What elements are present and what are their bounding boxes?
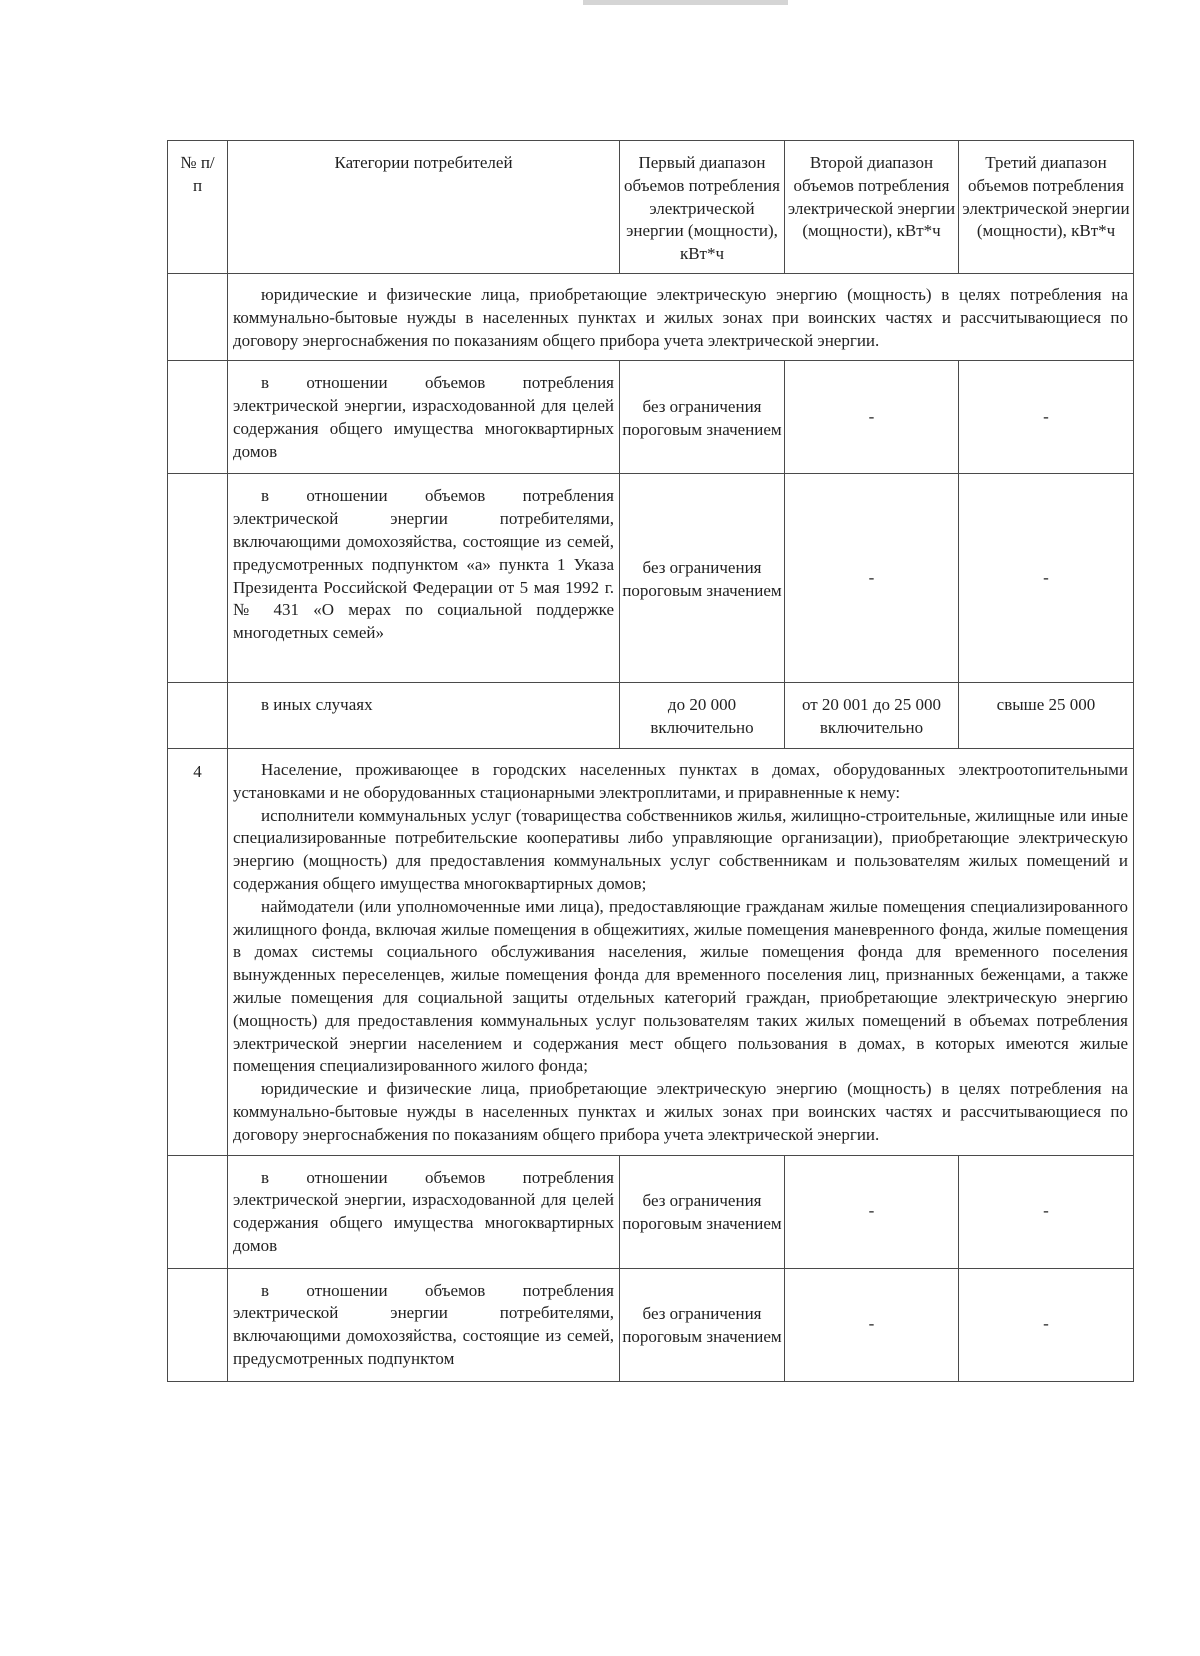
row-category: в отношении объемов потребления электрической энергии, израсходованной для целей содержания общего имущества многоквартирных домов <box>228 361 620 474</box>
table-row <box>168 361 1134 474</box>
row-range1: без ограничения пороговым значением <box>620 361 785 474</box>
table-row <box>168 1268 1134 1381</box>
header-row <box>168 141 1134 274</box>
empty-num-cell <box>168 1155 228 1268</box>
section-top-text: юридические и физические лица, приобретающие электрическую энергию (мощность) в целях потребления на коммунально-бытовые нужды в населенных пунктах и жилых зонах при воинских частях и рассчитывающиеся по договору энергоснабжения по показаниям общего прибора учета электрической энергии. <box>233 284 1128 350</box>
row-range2: - <box>785 361 959 474</box>
header-num: № п/п <box>168 141 228 274</box>
header-category: Категории потребителей <box>228 141 620 274</box>
header-range1: Первый диапазон объемов потребления электрической энергии (мощности), кВт*ч <box>620 141 785 274</box>
section-4-paragraph: юридические и физические лица, приобретающие электрическую энергию (мощность) в целях потребления на коммунально-бытовые нужды в населенных пунктах и жилых зонах при воинских частях и рассчитывающиеся по договору энергоснабжения по показаниям общего прибора учета электрической энергии. <box>233 1079 1128 1144</box>
row-category: в отношении объемов потребления электрической энергии потребителями, включающими домохозяйства, состоящие из семей, предусмотренных подпунктом «а» пункта 1 Указа Президента Российской Федерации от 5 мая 1992 г. № 431 «О мерах по социальной поддержке многодетных семей» <box>228 474 620 683</box>
header-range2: Второй диапазон объемов потребления электрической энергии (мощности), кВт*ч <box>785 141 959 274</box>
row-category: в отношении объемов потребления электрической энергии, израсходованной для целей содержания общего имущества многоквартирных домов <box>228 1155 620 1268</box>
tariff-table <box>167 140 1134 1382</box>
section-top-num <box>168 273 228 360</box>
section-4-intro <box>228 748 1134 1155</box>
row-range3: - <box>959 474 1134 683</box>
empty-num-cell <box>168 474 228 683</box>
section-top-intro <box>228 273 1134 360</box>
section-4-paragraph: исполнители коммунальных услуг (товарищества собственников жилья, жилищно-строительные, жилищные или иные специализированные потребительские кооперативы либо управляющие организации), приобретающие электрическую энергию (мощность) для предоставления коммунальных услуг собственникам и пользователям жилых помещений и содержания общего имущества многоквартирных домов; <box>233 805 1128 893</box>
section-4-paragraph: наймодатели (или уполномоченные ими лица), предоставляющие гражданам жилые помещения специализированного жилищного фонда, включая жилые помещения в общежитиях, жилые помещения маневренного фонда, жилые помещения в домах системы социального обслуживания населения, жилые помещения фонда для временного поселения вынужденных переселенцев, жилые помещения фонда для временного поселения лиц, признанных беженцами, а также жилые помещения для социальной защиты отдельных категорий граждан, приобретающие электрическую энергию (мощность) для предоставления коммунальных услуг пользователям таких жилых помещений в объемах потребления электрической энергии населением и содержания мест общего пользования в домах, в которых имеются жилые помещения специализированного жилого фонда; <box>233 896 1128 1076</box>
section-4-paragraph: Население, проживающее в городских населенных пунктах в домах, оборудованных электроотопительными установками и не оборудованных стационарными электроплитами, и приравненные к нему: <box>233 759 1128 802</box>
empty-num-cell <box>168 683 228 749</box>
header-range3: Третий диапазон объемов потребления электрической энергии (мощности), кВт*ч <box>959 141 1134 274</box>
table-row <box>168 474 1134 683</box>
row-range2: от 20 001 до 25 000 включительно <box>785 683 959 749</box>
row-category: в иных случаях <box>228 683 620 749</box>
empty-num-cell <box>168 361 228 474</box>
row-range2: - <box>785 474 959 683</box>
row-range3: свыше 25 000 <box>959 683 1134 749</box>
section-4-intro-row <box>168 748 1134 1155</box>
row-range1: без ограничения пороговым значением <box>620 1155 785 1268</box>
table-row <box>168 1155 1134 1268</box>
row-range1: до 20 000 включительно <box>620 683 785 749</box>
empty-num-cell <box>168 1268 228 1381</box>
row-category: в отношении объемов потребления электрической энергии потребителями, включающими домохозяйства, состоящие из семей, предусмотренных подпунктом <box>228 1268 620 1381</box>
row-range2: - <box>785 1155 959 1268</box>
section-top-intro-row <box>168 273 1134 360</box>
row-range1: без ограничения пороговым значением <box>620 1268 785 1381</box>
row-range3: - <box>959 361 1134 474</box>
section-4-num: 4 <box>168 748 228 1155</box>
table-row <box>168 683 1134 749</box>
row-range3: - <box>959 1155 1134 1268</box>
row-range3: - <box>959 1268 1134 1381</box>
scan-page-mark <box>583 0 788 5</box>
row-range1: без ограничения пороговым значением <box>620 474 785 683</box>
row-range2: - <box>785 1268 959 1381</box>
